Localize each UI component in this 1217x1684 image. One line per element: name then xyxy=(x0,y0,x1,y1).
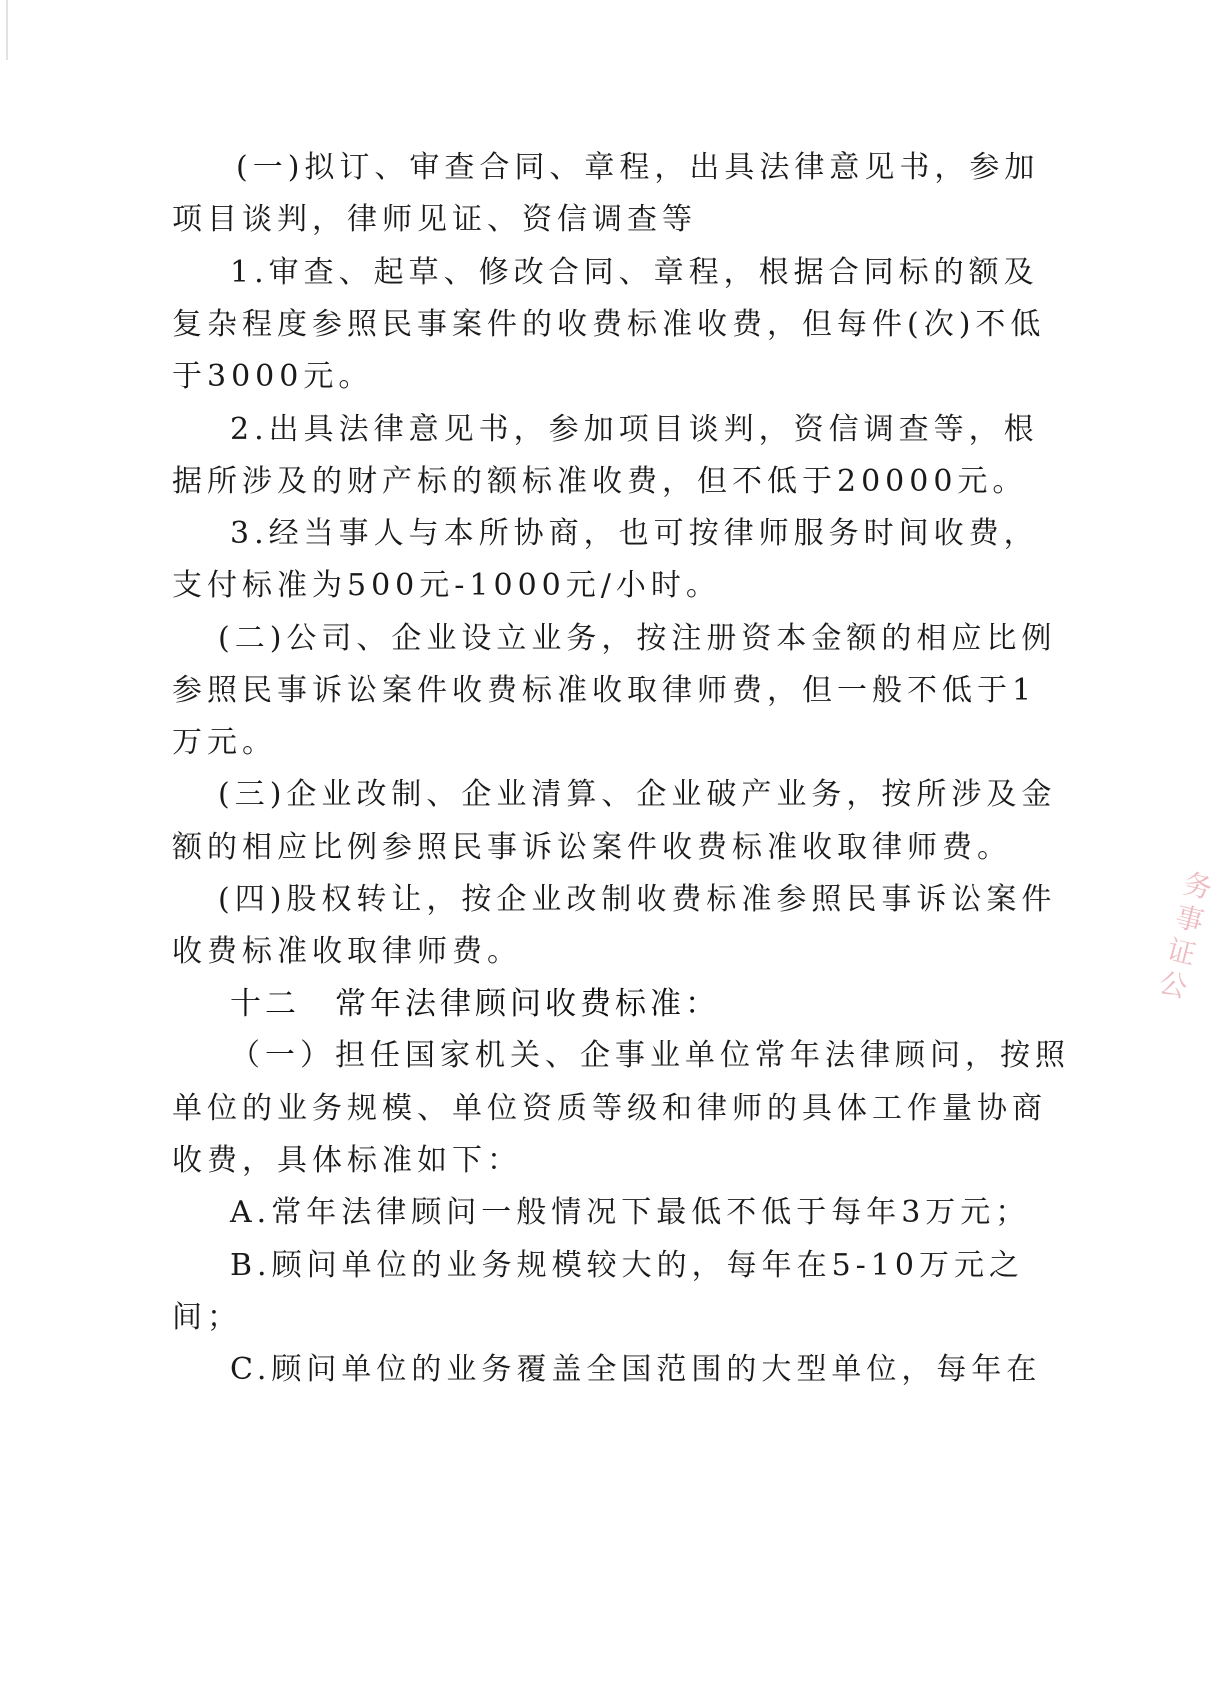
paragraph-line: 万元。 xyxy=(172,725,277,760)
paragraph-line: (四)股权转让，按企业改制收费标准参照民事诉讼案件 xyxy=(218,882,1057,917)
seal-stamp: 务事证公 xyxy=(1151,867,1216,1008)
paragraph-line: (二)公司、企业设立业务，按注册资本金额的相应比例 xyxy=(218,621,1057,656)
paragraph-line: 于3000元。 xyxy=(172,359,374,394)
paragraph-line: B.顾问单位的业务规模较大的，每年在5-10万元之 xyxy=(230,1248,1024,1283)
paragraph-line: C.顾问单位的业务覆盖全国范围的大型单位，每年在 xyxy=(230,1352,1042,1387)
paragraph-line: 据所涉及的财产标的额标准收费，但不低于20000元。 xyxy=(172,464,1028,499)
paragraph-line: 单位的业务规模、单位资质等级和律师的具体工作量协商 xyxy=(172,1091,1047,1126)
paragraph-line: 项目谈判，律师见证、资信调查等 xyxy=(172,202,697,237)
paragraph-line: 参照民事诉讼案件收费标准收取律师费，但一般不低于1 xyxy=(172,673,1037,708)
paragraph-line: （一）担任国家机关、企事业单位常年法律顾问，按照 xyxy=(230,1038,1070,1073)
scan-edge-mark xyxy=(6,0,8,60)
paragraph-line: (一)拟订、审查合同、章程，出具法律意见书，参加 xyxy=(236,150,1040,185)
paragraph-line: 收费标准收取律师费。 xyxy=(172,934,522,969)
paragraph-line: 复杂程度参照民事案件的收费标准收费，但每件(次)不低 xyxy=(172,307,1046,342)
paragraph-line: 1.审查、起草、修改合同、章程，根据合同标的额及 xyxy=(230,255,1039,290)
paragraph-line: 收费，具体标准如下： xyxy=(172,1143,522,1178)
paragraph-line: 额的相应比例参照民事诉讼案件收费标准收取律师费。 xyxy=(172,830,1012,865)
paragraph-line: 2.出具法律意见书，参加项目谈判，资信调查等，根 xyxy=(230,412,1039,447)
section-heading: 十二 常年法律顾问收费标准： xyxy=(230,986,720,1022)
paragraph-line: 间； xyxy=(172,1300,242,1335)
paragraph-line: 支付标准为500元-1000元/小时。 xyxy=(172,568,721,603)
paragraph-line: (三)企业改制、企业清算、企业破产业务，按所涉及金 xyxy=(218,777,1057,812)
paragraph-line: A.常年法律顾问一般情况下最低不低于每年3万元； xyxy=(230,1195,1031,1230)
paragraph-line: 3.经当事人与本所协商，也可按律师服务时间收费， xyxy=(230,516,1039,551)
